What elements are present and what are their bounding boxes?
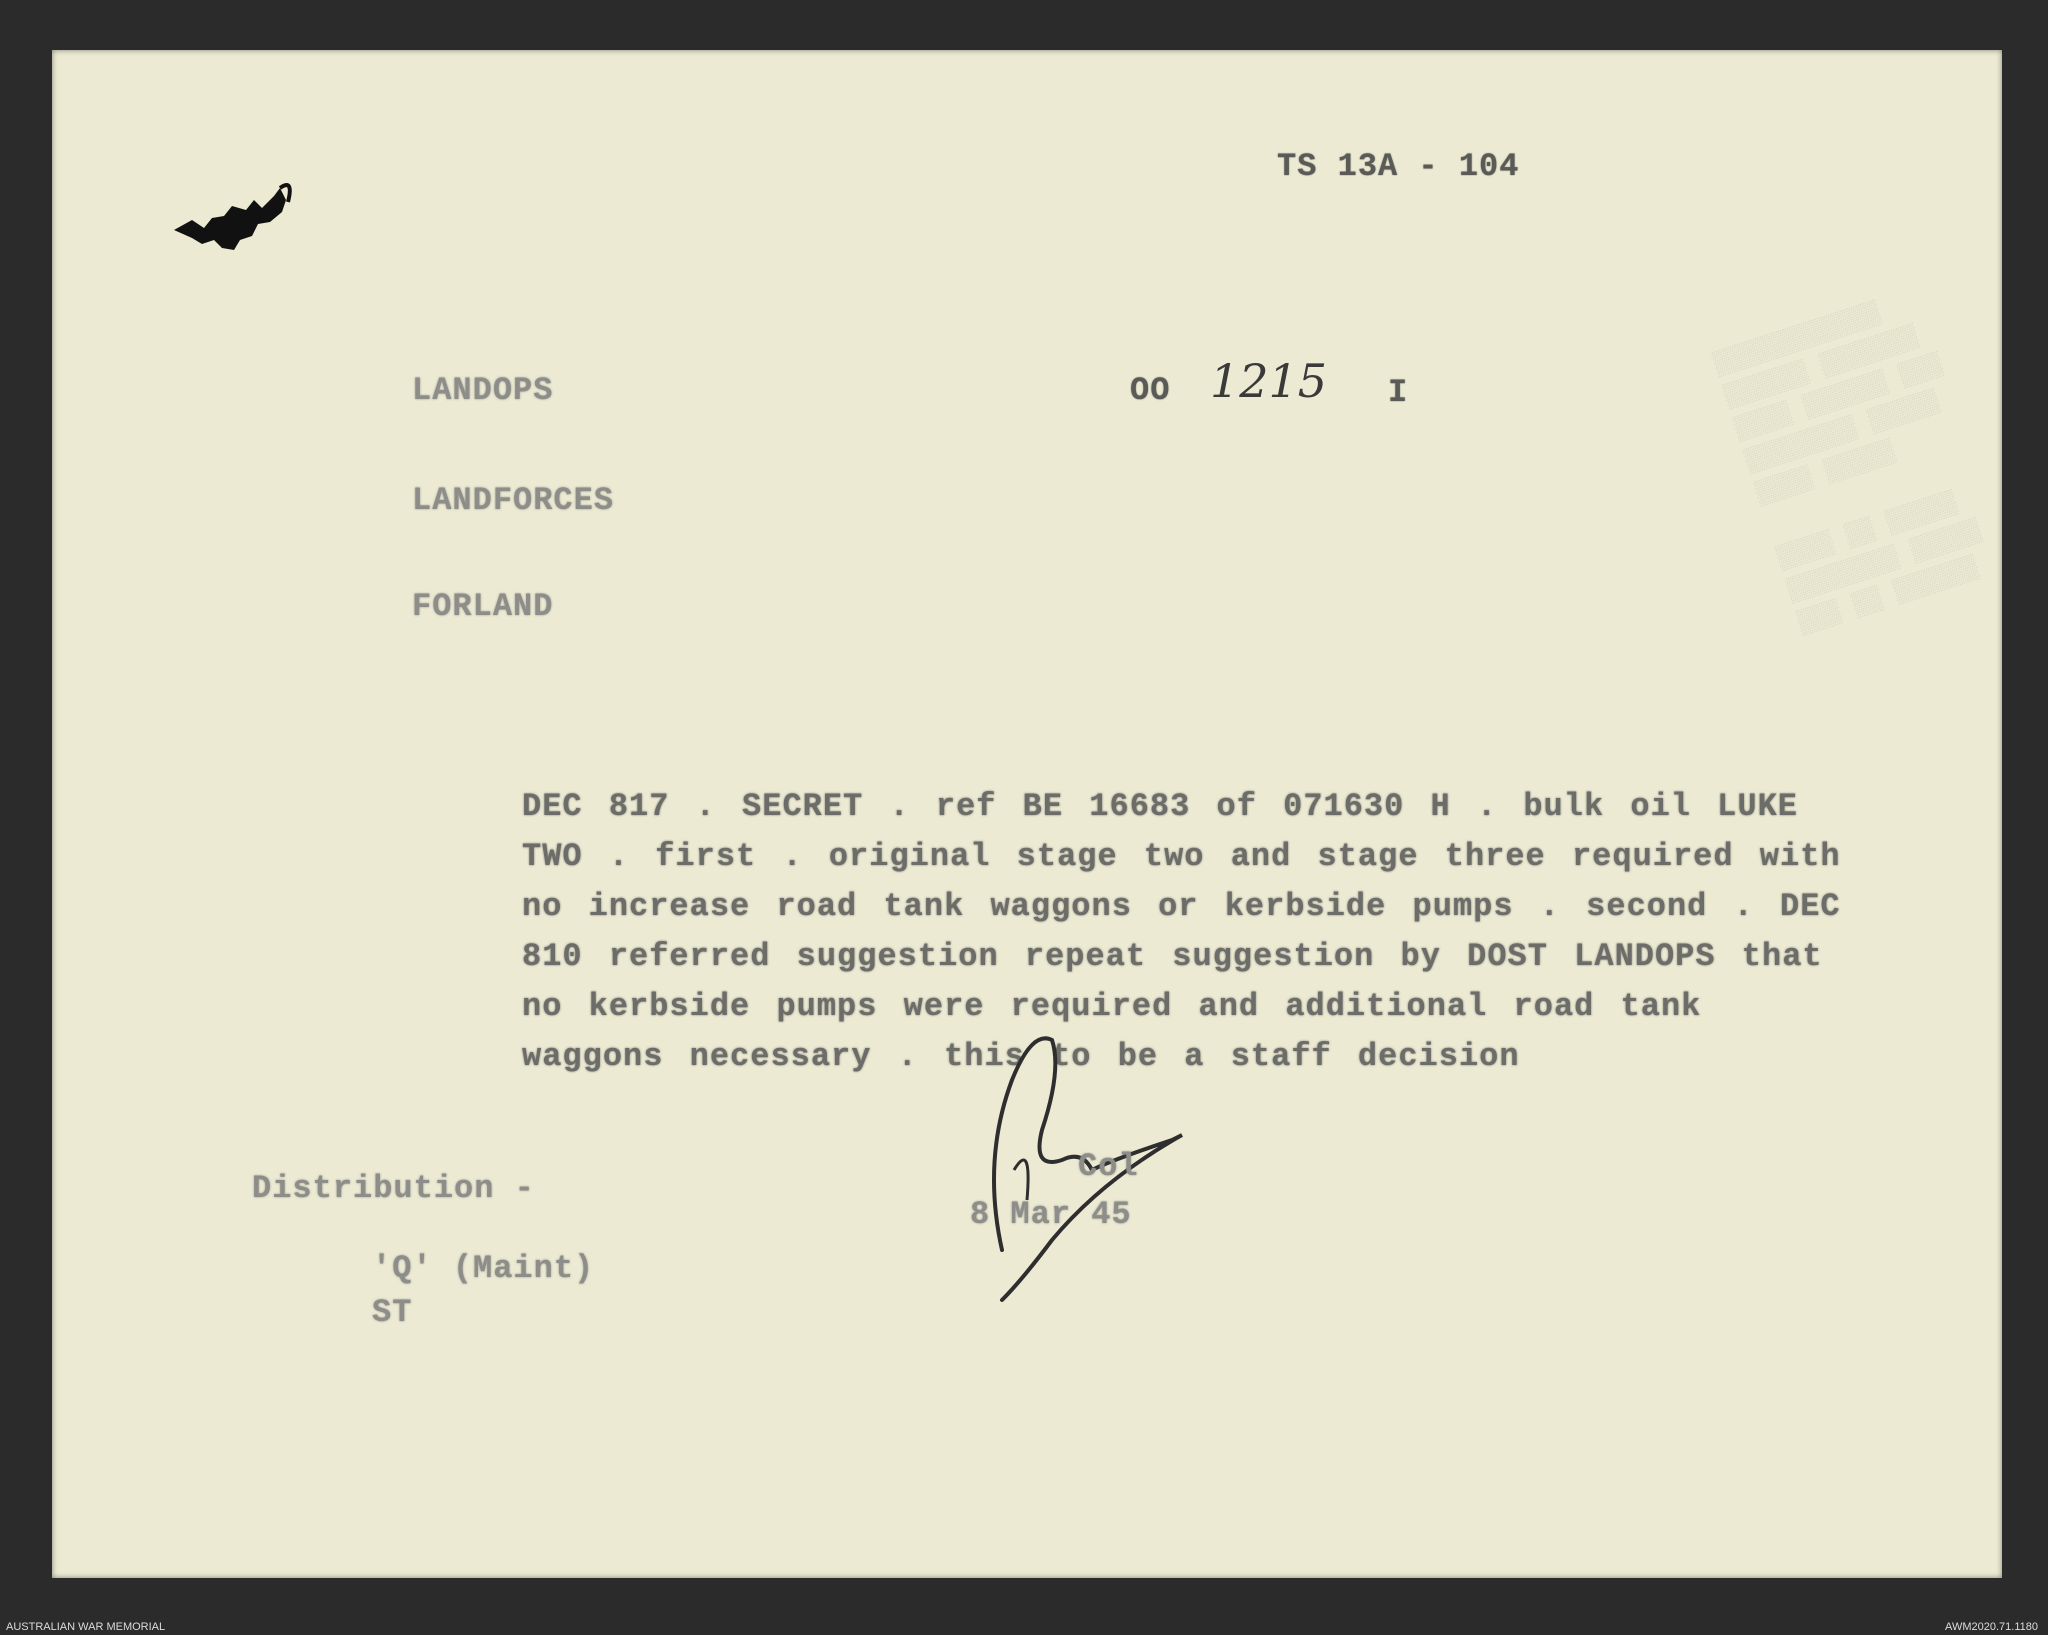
handwritten-message-number: 1215 bbox=[1210, 354, 1328, 408]
fastener-mark-icon bbox=[162, 170, 322, 260]
bleed-through-text: ▒▒▒▒▒▒▒▒▒▒▒▒ ▒▒▒▒▒▒ ▒▒▒▒▒▒▒ ▒▒▒▒ ▒▒▒▒▒▒ ▒▒▒ ▒▒▒▒▒▒▒▒ ▒▒▒▒▒ ▒▒▒▒ ▒▒▒▒▒ ▒▒▒▒ ▒▒ ▒▒▒▒▒ ▒▒▒▒▒▒▒▒ ▒▒▒▒▒ ▒▒▒ ▒▒ ▒▒▒▒▒▒ bbox=[1710, 300, 1985, 639]
reference-number: TS 13A - 104 bbox=[1277, 148, 1520, 185]
from-line: LANDOPS bbox=[412, 372, 554, 409]
signature-date: 8 Mar 45 bbox=[970, 1196, 1132, 1233]
signature-rank: Col bbox=[1078, 1148, 1139, 1185]
message-body: DEC 817 . SECRET . ref BE 16683 of 071630 H . bulk oil LUKE TWO . first . original stage two and stage three required with no increase road tank waggons or kerbside pumps . second . DEC 810 referred suggestion repeat suggestion by DOST LANDOPS that no kerbside pumps were required and additional road tank waggons necessary . this to be a staff decision bbox=[522, 788, 1841, 1075]
info-line: FORLAND bbox=[412, 588, 554, 625]
to-line: LANDFORCES bbox=[412, 482, 615, 519]
distribution-item: 'Q' (Maint) bbox=[372, 1250, 595, 1287]
message-suffix: I bbox=[1388, 374, 1409, 411]
message-prefix: OO bbox=[1130, 372, 1171, 409]
archive-credit-right: AWM2020.71.1180 bbox=[1945, 1621, 2038, 1633]
distribution-item: ST bbox=[372, 1294, 413, 1331]
distribution-label: Distribution - bbox=[252, 1170, 535, 1207]
archive-credit-left: AUSTRALIAN WAR MEMORIAL bbox=[6, 1621, 166, 1633]
document-page bbox=[52, 50, 2002, 1578]
